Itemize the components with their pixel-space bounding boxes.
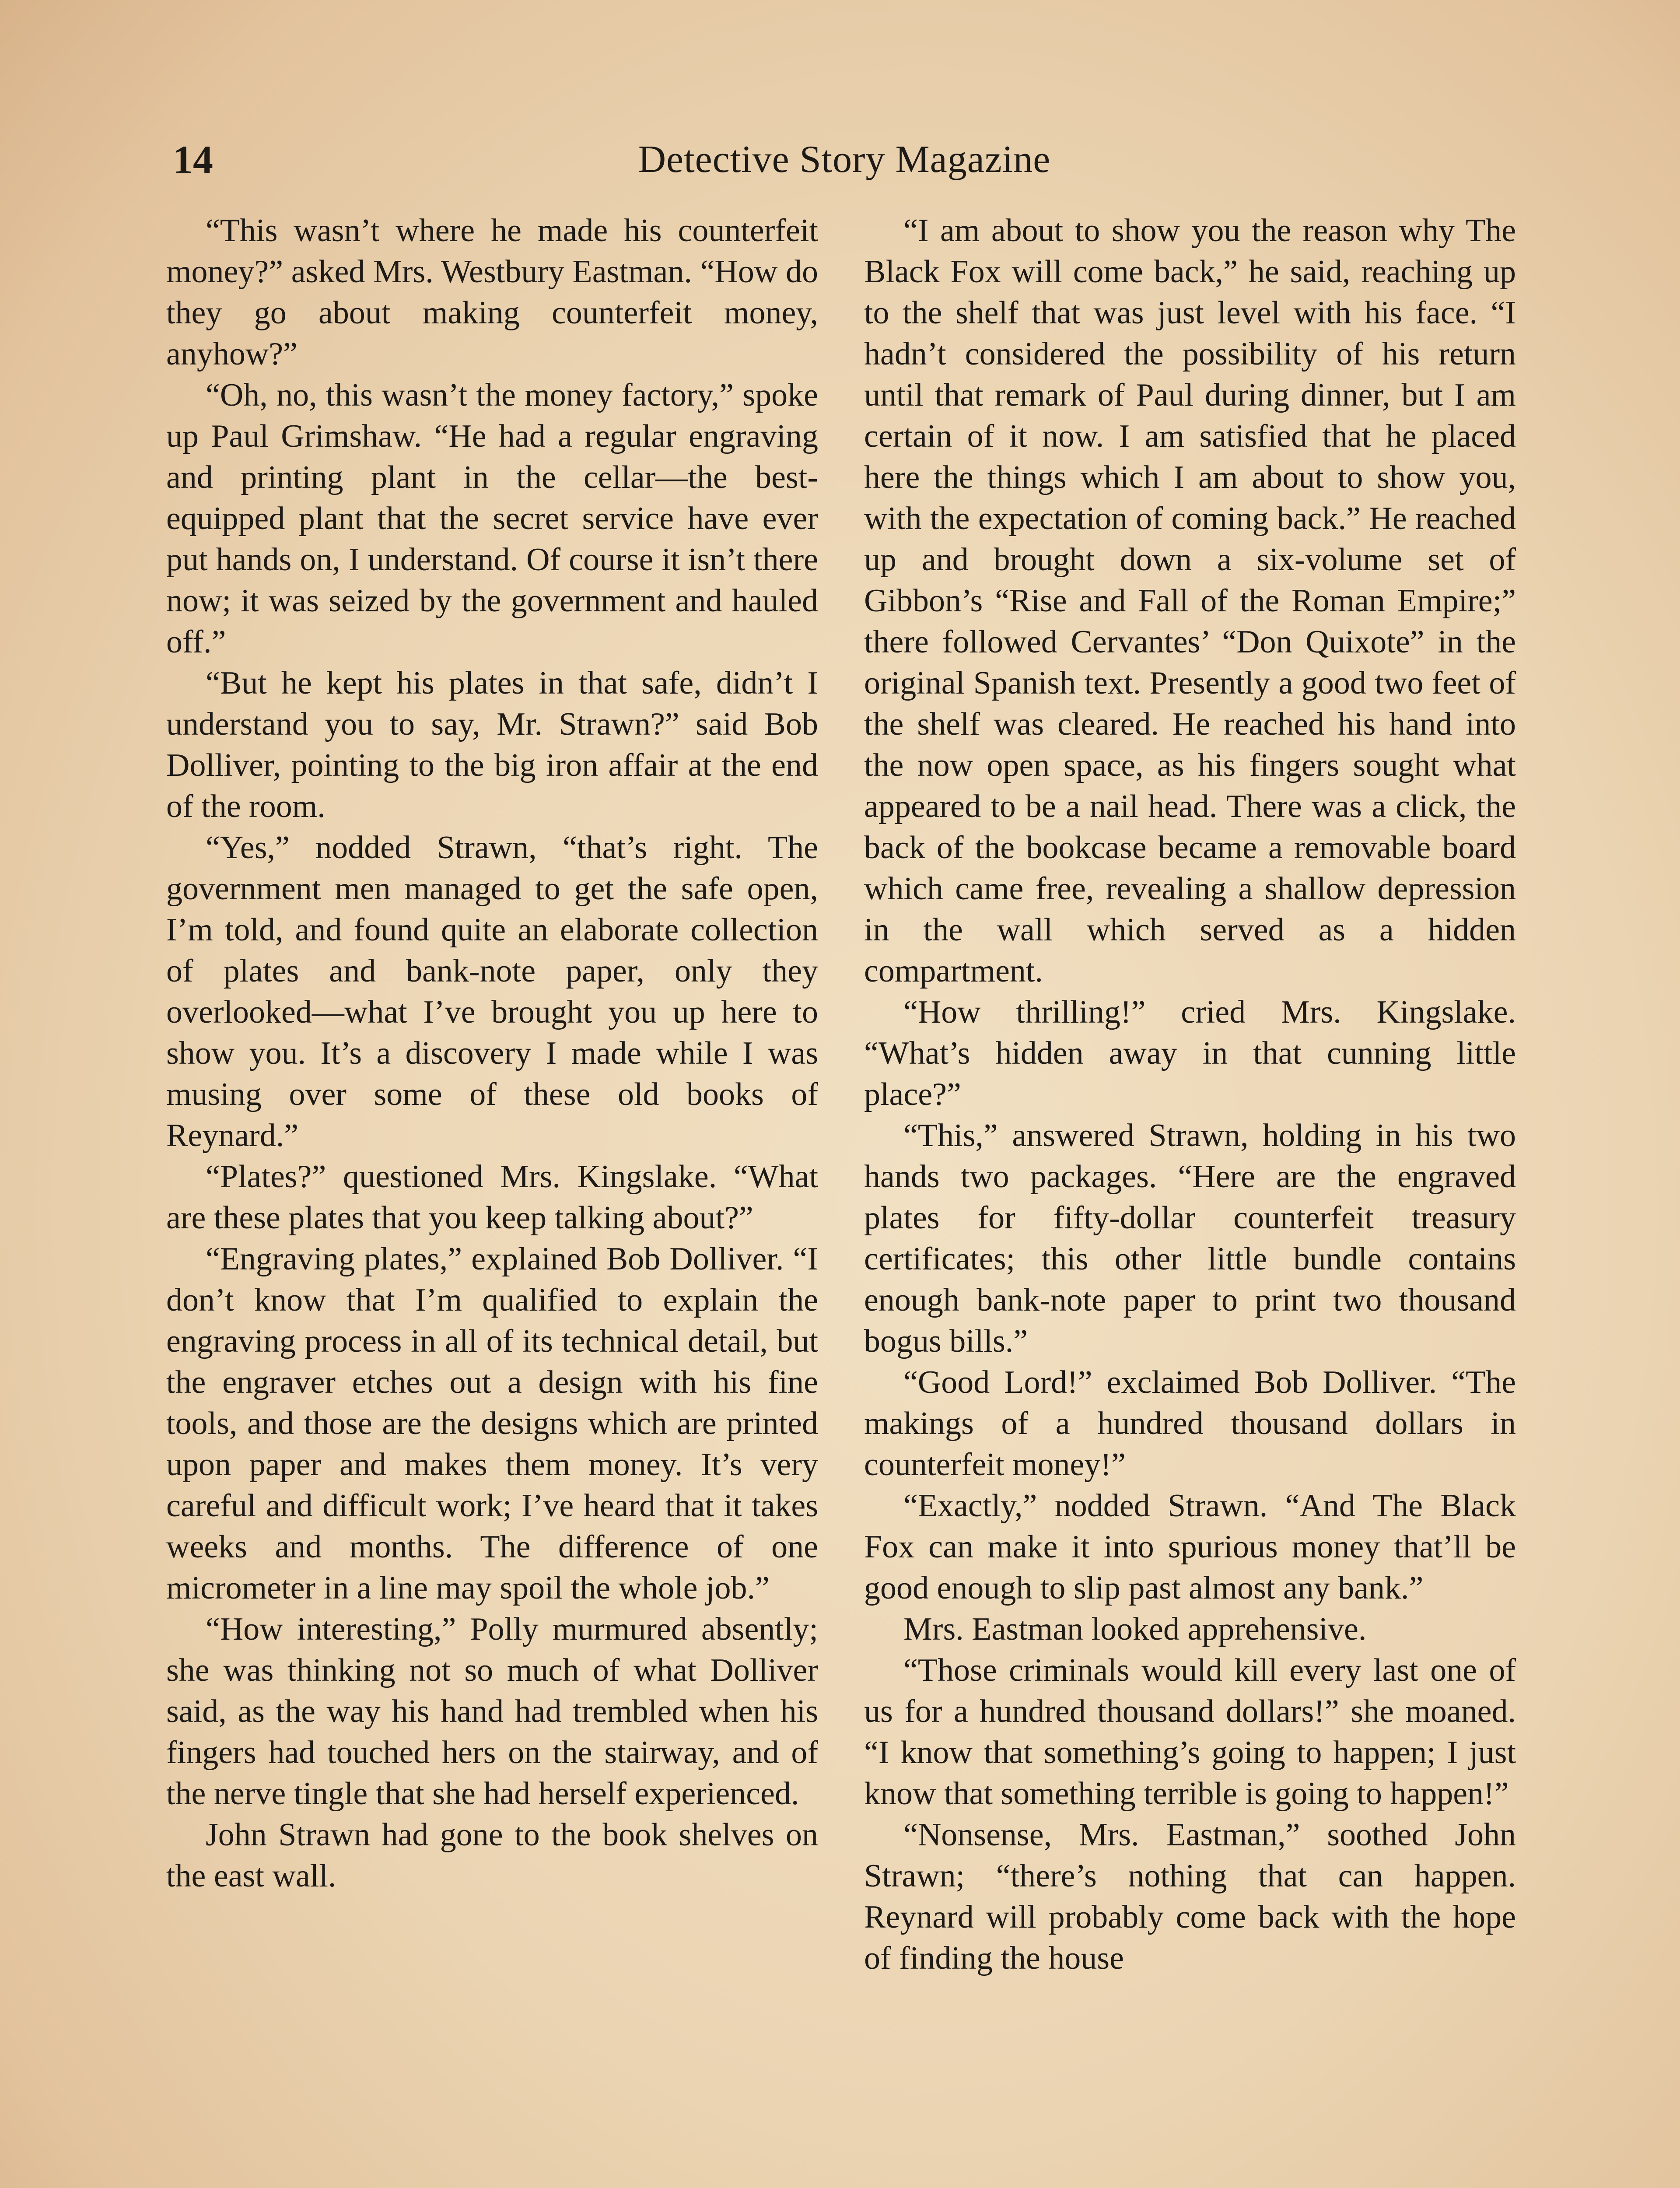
paragraph: “This wasn’t where he made his counterfeit money?” asked Mrs. Westbury Eastman. “How do they go about making counterfeit money, anyhow?” xyxy=(166,213,818,372)
right-column xyxy=(864,210,1516,2188)
paragraph: “Exactly,” nodded Strawn. “And The Black Fox can make it into spurious money that’ll be good enough to slip past almost any bank.” xyxy=(864,1488,1516,1606)
running-title: Detective Story Magazine xyxy=(638,138,1051,181)
paragraph: “Those criminals would kill every last one of us for a hundred thousand dollars!” she moaned. “I know that something’s going to happen; I just know that something terrible is going to happen!” xyxy=(864,1652,1516,1812)
paragraph: “Nonsense, Mrs. Eastman,” soothed John Strawn; “there’s nothing that can happen. Reynard will probably come back with the hope of finding the house xyxy=(864,1817,1516,1976)
paragraph: “Yes,” nodded Strawn, “that’s right. The government men managed to get the safe open, I’m told, and found quite an elaborate collection of plates and bank-note paper, only they overlooked—what I’ve brought you up here to show you. It’s a discovery I made while I was musing over some of these old books of Reynard.” xyxy=(166,830,818,1154)
paragraph: “How thrilling!” cried Mrs. Kingslake. “What’s hidden away in that cunning little place?” xyxy=(864,994,1516,1112)
paragraph: “Oh, no, this wasn’t the money factory,” spoke up Paul Grimshaw. “He had a regular engraving and printing plant in the cellar—the best-equipped plant that the secret service have ever put hands on, I understand. Of course it isn’t there now; it was seized by the government and hauled off.” xyxy=(166,377,818,660)
paragraph: “How interesting,” Polly murmured absently; she was thinking not so much of what Dolliver said, as the way his hand had trembled when his fingers had touched hers on the stairway, and of the nerve tingle that she had herself experienced. xyxy=(166,1611,818,1812)
paragraph: “This,” answered Strawn, holding in his two hands two packages. “Here are the engraved plates for fifty-dollar counterfeit treasury certificates; this other little bundle contains enough bank-note paper to print two thousand bogus bills.” xyxy=(864,1118,1516,1359)
page-number: 14 xyxy=(173,137,213,182)
page-header xyxy=(173,127,1516,193)
paragraph: “I am about to show you the reason why The Black Fox will come back,” he said, reaching up to the shelf that was just level with his face. “I hadn’t considered the possibility of his return until that remark of Paul during dinner, but I am certain of it now. I am satisfied that he placed here the things which I am about to show you, with the expectation of coming back.” He reached up and brought down a six-volume set of Gibbon’s “Rise and Fall of the Roman Empire;” there followed Cervantes’ “Don Quixote” in the original Spanish text. Presently a good two feet of the shelf was cleared. He reached his hand into the now open space, as his fingers sought what appeared to be a nail head. There was a click, the back of the bookcase became a removable board which came free, revealing a shallow depression in the wall which served as a hidden compartment. xyxy=(864,213,1516,989)
paragraph: “Plates?” questioned Mrs. Kingslake. “What are these plates that you keep talking about?” xyxy=(166,1159,818,1236)
paragraph: “Engraving plates,” explained Bob Dolliver. “I don’t know that I’m qualified to explain the engraving process in all of its technical detail, but the engraver etches out a design with his fine tools, and those are the designs which are printed upon paper and makes them money. It’s very careful and difficult work; I’ve heard that it takes weeks and months. The difference of one micrometer in a line may spoil the whole job.” xyxy=(166,1241,818,1606)
paragraph: “Good Lord!” exclaimed Bob Dolliver. “The makings of a hundred thousand dollars in counterfeit money!” xyxy=(864,1364,1516,1483)
left-column xyxy=(166,210,818,2188)
paragraph: John Strawn had gone to the book shelves on the east wall. xyxy=(166,1817,818,1894)
paragraph: “But he kept his plates in that safe, didn’t I understand you to say, Mr. Strawn?” said Bob Dolliver, pointing to the big iron affair at the end of the room. xyxy=(166,665,818,824)
paragraph: Mrs. Eastman looked apprehensive. xyxy=(903,1611,1367,1647)
